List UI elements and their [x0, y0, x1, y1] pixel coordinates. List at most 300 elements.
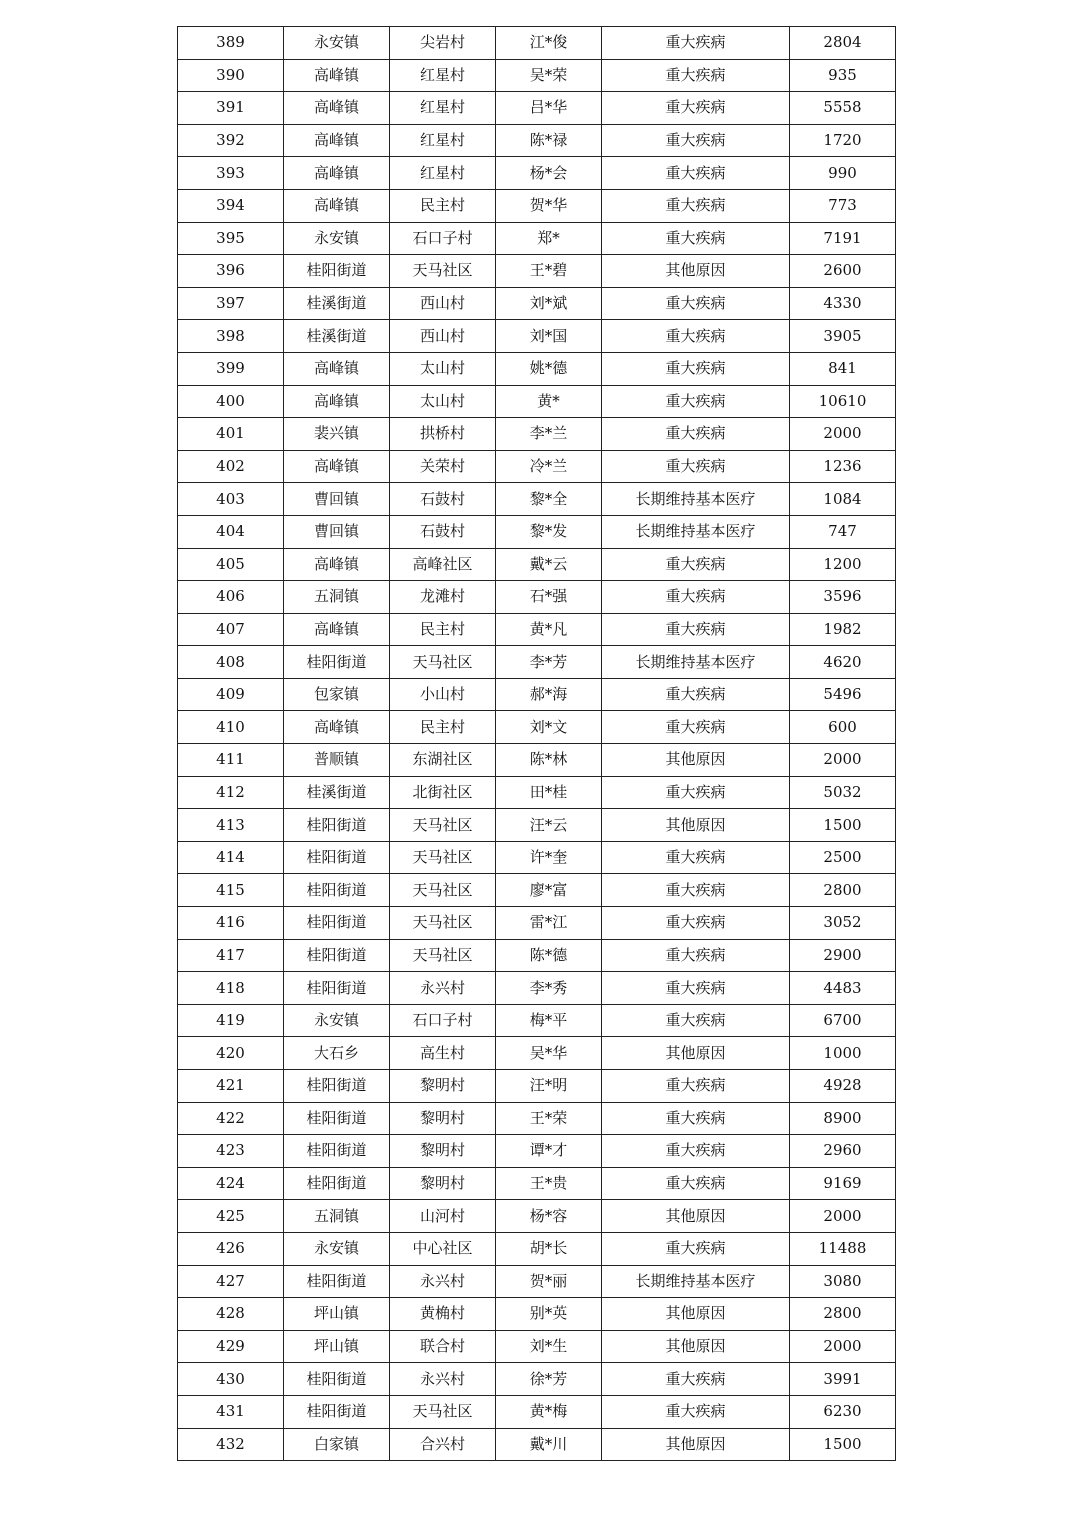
town-cell: 桂溪街道	[284, 287, 390, 320]
village-cell: 北街社区	[390, 776, 496, 809]
village-cell: 龙滩村	[390, 581, 496, 614]
row-number-cell: 405	[178, 548, 284, 581]
amount-cell: 1500	[790, 1428, 896, 1461]
town-cell: 高峰镇	[284, 189, 390, 222]
amount-cell: 2800	[790, 1298, 896, 1331]
village-cell: 关荣村	[390, 450, 496, 483]
table-row	[178, 613, 896, 646]
amount-cell: 2960	[790, 1135, 896, 1168]
amount-cell: 6700	[790, 1004, 896, 1037]
name-cell: 黎*全	[496, 483, 602, 516]
amount-cell: 935	[790, 59, 896, 92]
village-cell: 天马社区	[390, 646, 496, 679]
village-cell: 永兴村	[390, 972, 496, 1005]
town-cell: 高峰镇	[284, 352, 390, 385]
row-number-cell: 428	[178, 1298, 284, 1331]
row-number-cell: 412	[178, 776, 284, 809]
village-cell: 合兴村	[390, 1428, 496, 1461]
name-cell: 江*俊	[496, 27, 602, 60]
row-number-cell: 415	[178, 874, 284, 907]
table-row	[178, 809, 896, 842]
table-row	[178, 515, 896, 548]
row-number-cell: 393	[178, 157, 284, 190]
table-row	[178, 59, 896, 92]
reason-cell: 重大疾病	[602, 1395, 790, 1428]
name-cell: 汪*明	[496, 1070, 602, 1103]
reason-cell: 重大疾病	[602, 613, 790, 646]
name-cell: 黄*凡	[496, 613, 602, 646]
town-cell: 高峰镇	[284, 548, 390, 581]
reason-cell: 重大疾病	[602, 776, 790, 809]
amount-cell: 2000	[790, 1330, 896, 1363]
name-cell: 杨*会	[496, 157, 602, 190]
reason-cell: 重大疾病	[602, 939, 790, 972]
row-number-cell: 395	[178, 222, 284, 255]
name-cell: 郝*海	[496, 678, 602, 711]
town-cell: 桂阳街道	[284, 972, 390, 1005]
name-cell: 刘*国	[496, 320, 602, 353]
reason-cell: 其他原因	[602, 1298, 790, 1331]
reason-cell: 重大疾病	[602, 27, 790, 60]
town-cell: 五洞镇	[284, 581, 390, 614]
table-row	[178, 874, 896, 907]
row-number-cell: 419	[178, 1004, 284, 1037]
amount-cell: 1500	[790, 809, 896, 842]
name-cell: 雷*江	[496, 907, 602, 940]
town-cell: 高峰镇	[284, 711, 390, 744]
town-cell: 曹回镇	[284, 515, 390, 548]
village-cell: 小山村	[390, 678, 496, 711]
village-cell: 民主村	[390, 711, 496, 744]
row-number-cell: 391	[178, 92, 284, 125]
row-number-cell: 394	[178, 189, 284, 222]
town-cell: 桂阳街道	[284, 1395, 390, 1428]
name-cell: 贺*华	[496, 189, 602, 222]
table-row	[178, 124, 896, 157]
table-row	[178, 1200, 896, 1233]
village-cell: 民主村	[390, 613, 496, 646]
row-number-cell: 413	[178, 809, 284, 842]
name-cell: 戴*云	[496, 548, 602, 581]
town-cell: 桂阳街道	[284, 1363, 390, 1396]
reason-cell: 其他原因	[602, 1037, 790, 1070]
row-number-cell: 409	[178, 678, 284, 711]
table-row	[178, 255, 896, 288]
name-cell: 石*强	[496, 581, 602, 614]
name-cell: 刘*斌	[496, 287, 602, 320]
town-cell: 五洞镇	[284, 1200, 390, 1233]
row-number-cell: 429	[178, 1330, 284, 1363]
village-cell: 黎明村	[390, 1167, 496, 1200]
town-cell: 高峰镇	[284, 385, 390, 418]
village-cell: 天马社区	[390, 841, 496, 874]
row-number-cell: 396	[178, 255, 284, 288]
village-cell: 永兴村	[390, 1265, 496, 1298]
row-number-cell: 407	[178, 613, 284, 646]
village-cell: 石口子村	[390, 222, 496, 255]
amount-cell: 4620	[790, 646, 896, 679]
row-number-cell: 398	[178, 320, 284, 353]
town-cell: 桂阳街道	[284, 907, 390, 940]
table-body	[178, 27, 896, 1461]
row-number-cell: 420	[178, 1037, 284, 1070]
reason-cell: 重大疾病	[602, 1004, 790, 1037]
table-row	[178, 1232, 896, 1265]
village-cell: 石鼓村	[390, 515, 496, 548]
table-row	[178, 678, 896, 711]
row-number-cell: 425	[178, 1200, 284, 1233]
name-cell: 田*桂	[496, 776, 602, 809]
table-row	[178, 1135, 896, 1168]
table-row	[178, 450, 896, 483]
name-cell: 黄*梅	[496, 1395, 602, 1428]
table-row	[178, 646, 896, 679]
reason-cell: 其他原因	[602, 1330, 790, 1363]
row-number-cell: 402	[178, 450, 284, 483]
amount-cell: 2800	[790, 874, 896, 907]
table-row	[178, 907, 896, 940]
name-cell: 冷*兰	[496, 450, 602, 483]
town-cell: 普顺镇	[284, 744, 390, 777]
town-cell: 桂阳街道	[284, 809, 390, 842]
town-cell: 桂阳街道	[284, 874, 390, 907]
reason-cell: 重大疾病	[602, 287, 790, 320]
town-cell: 桂阳街道	[284, 841, 390, 874]
town-cell: 桂阳街道	[284, 1265, 390, 1298]
row-number-cell: 392	[178, 124, 284, 157]
name-cell: 李*兰	[496, 418, 602, 451]
village-cell: 尖岩村	[390, 27, 496, 60]
reason-cell: 重大疾病	[602, 581, 790, 614]
name-cell: 陈*德	[496, 939, 602, 972]
reason-cell: 其他原因	[602, 255, 790, 288]
amount-cell: 6230	[790, 1395, 896, 1428]
reason-cell: 重大疾病	[602, 548, 790, 581]
town-cell: 永安镇	[284, 27, 390, 60]
amount-cell: 3052	[790, 907, 896, 940]
row-number-cell: 431	[178, 1395, 284, 1428]
name-cell: 汪*云	[496, 809, 602, 842]
table-row	[178, 581, 896, 614]
table-row	[178, 189, 896, 222]
row-number-cell: 403	[178, 483, 284, 516]
table-row	[178, 222, 896, 255]
table-row	[178, 1167, 896, 1200]
name-cell: 廖*富	[496, 874, 602, 907]
amount-cell: 5496	[790, 678, 896, 711]
row-number-cell: 390	[178, 59, 284, 92]
table-row	[178, 744, 896, 777]
reason-cell: 重大疾病	[602, 907, 790, 940]
table-row	[178, 320, 896, 353]
name-cell: 陈*林	[496, 744, 602, 777]
name-cell: 刘*生	[496, 1330, 602, 1363]
town-cell: 桂阳街道	[284, 1135, 390, 1168]
village-cell: 永兴村	[390, 1363, 496, 1396]
reason-cell: 重大疾病	[602, 189, 790, 222]
village-cell: 西山村	[390, 320, 496, 353]
row-number-cell: 432	[178, 1428, 284, 1461]
name-cell: 王*贵	[496, 1167, 602, 1200]
reason-cell: 重大疾病	[602, 92, 790, 125]
village-cell: 高生村	[390, 1037, 496, 1070]
amount-cell: 4483	[790, 972, 896, 1005]
row-number-cell: 406	[178, 581, 284, 614]
table-row	[178, 1395, 896, 1428]
reason-cell: 重大疾病	[602, 320, 790, 353]
town-cell: 永安镇	[284, 222, 390, 255]
village-cell: 红星村	[390, 157, 496, 190]
amount-cell: 773	[790, 189, 896, 222]
town-cell: 曹回镇	[284, 483, 390, 516]
name-cell: 李*秀	[496, 972, 602, 1005]
row-number-cell: 416	[178, 907, 284, 940]
table-row	[178, 1265, 896, 1298]
amount-cell: 1000	[790, 1037, 896, 1070]
village-cell: 黎明村	[390, 1102, 496, 1135]
town-cell: 桂溪街道	[284, 320, 390, 353]
amount-cell: 3991	[790, 1363, 896, 1396]
amount-cell: 2000	[790, 418, 896, 451]
name-cell: 别*英	[496, 1298, 602, 1331]
reason-cell: 其他原因	[602, 1200, 790, 1233]
name-cell: 王*荣	[496, 1102, 602, 1135]
table-row	[178, 287, 896, 320]
village-cell: 天马社区	[390, 255, 496, 288]
village-cell: 高峰社区	[390, 548, 496, 581]
village-cell: 黎明村	[390, 1070, 496, 1103]
village-cell: 红星村	[390, 124, 496, 157]
name-cell: 郑*	[496, 222, 602, 255]
name-cell: 徐*芳	[496, 1363, 602, 1396]
amount-cell: 3596	[790, 581, 896, 614]
reason-cell: 长期维持基本医疗	[602, 515, 790, 548]
table-row	[178, 841, 896, 874]
reason-cell: 重大疾病	[602, 711, 790, 744]
amount-cell: 1982	[790, 613, 896, 646]
name-cell: 吴*荣	[496, 59, 602, 92]
amount-cell: 5558	[790, 92, 896, 125]
town-cell: 高峰镇	[284, 450, 390, 483]
name-cell: 胡*长	[496, 1232, 602, 1265]
row-number-cell: 397	[178, 287, 284, 320]
amount-cell: 841	[790, 352, 896, 385]
row-number-cell: 400	[178, 385, 284, 418]
reason-cell: 重大疾病	[602, 678, 790, 711]
name-cell: 谭*才	[496, 1135, 602, 1168]
amount-cell: 2900	[790, 939, 896, 972]
row-number-cell: 389	[178, 27, 284, 60]
name-cell: 姚*德	[496, 352, 602, 385]
amount-cell: 8900	[790, 1102, 896, 1135]
name-cell: 黎*发	[496, 515, 602, 548]
amount-cell: 10610	[790, 385, 896, 418]
village-cell: 石口子村	[390, 1004, 496, 1037]
town-cell: 桂阳街道	[284, 646, 390, 679]
town-cell: 高峰镇	[284, 613, 390, 646]
name-cell: 刘*文	[496, 711, 602, 744]
name-cell: 陈*禄	[496, 124, 602, 157]
town-cell: 包家镇	[284, 678, 390, 711]
table-row	[178, 1004, 896, 1037]
row-number-cell: 408	[178, 646, 284, 679]
name-cell: 王*碧	[496, 255, 602, 288]
table-row	[178, 27, 896, 60]
town-cell: 桂溪街道	[284, 776, 390, 809]
village-cell: 山河村	[390, 1200, 496, 1233]
table-row	[178, 1330, 896, 1363]
row-number-cell: 404	[178, 515, 284, 548]
reason-cell: 其他原因	[602, 1428, 790, 1461]
town-cell: 白家镇	[284, 1428, 390, 1461]
village-cell: 天马社区	[390, 1395, 496, 1428]
table-row	[178, 385, 896, 418]
amount-cell: 3080	[790, 1265, 896, 1298]
amount-cell: 747	[790, 515, 896, 548]
amount-cell: 1720	[790, 124, 896, 157]
name-cell: 戴*川	[496, 1428, 602, 1461]
town-cell: 永安镇	[284, 1232, 390, 1265]
table-row	[178, 1428, 896, 1461]
amount-cell: 9169	[790, 1167, 896, 1200]
table-row	[178, 548, 896, 581]
village-cell: 太山村	[390, 352, 496, 385]
village-cell: 天马社区	[390, 874, 496, 907]
table-row	[178, 776, 896, 809]
table-row	[178, 1070, 896, 1103]
amount-cell: 3905	[790, 320, 896, 353]
table-row	[178, 972, 896, 1005]
table-row	[178, 157, 896, 190]
town-cell: 裴兴镇	[284, 418, 390, 451]
town-cell: 大石乡	[284, 1037, 390, 1070]
amount-cell: 4330	[790, 287, 896, 320]
amount-cell: 2000	[790, 1200, 896, 1233]
amount-cell: 4928	[790, 1070, 896, 1103]
amount-cell: 7191	[790, 222, 896, 255]
name-cell: 许*奎	[496, 841, 602, 874]
row-number-cell: 424	[178, 1167, 284, 1200]
row-number-cell: 423	[178, 1135, 284, 1168]
reason-cell: 重大疾病	[602, 1135, 790, 1168]
row-number-cell: 426	[178, 1232, 284, 1265]
town-cell: 高峰镇	[284, 59, 390, 92]
name-cell: 杨*容	[496, 1200, 602, 1233]
reason-cell: 长期维持基本医疗	[602, 1265, 790, 1298]
reason-cell: 重大疾病	[602, 352, 790, 385]
reason-cell: 重大疾病	[602, 59, 790, 92]
amount-cell: 1200	[790, 548, 896, 581]
reason-cell: 重大疾病	[602, 1232, 790, 1265]
village-cell: 黎明村	[390, 1135, 496, 1168]
town-cell: 坪山镇	[284, 1330, 390, 1363]
reason-cell: 其他原因	[602, 744, 790, 777]
town-cell: 桂阳街道	[284, 1167, 390, 1200]
row-number-cell: 401	[178, 418, 284, 451]
village-cell: 天马社区	[390, 809, 496, 842]
reason-cell: 重大疾病	[602, 1102, 790, 1135]
town-cell: 桂阳街道	[284, 1102, 390, 1135]
reason-cell: 重大疾病	[602, 418, 790, 451]
amount-cell: 600	[790, 711, 896, 744]
name-cell: 吴*华	[496, 1037, 602, 1070]
town-cell: 永安镇	[284, 1004, 390, 1037]
table-row	[178, 711, 896, 744]
reason-cell: 重大疾病	[602, 1167, 790, 1200]
table-row	[178, 1363, 896, 1396]
reason-cell: 重大疾病	[602, 385, 790, 418]
reason-cell: 重大疾病	[602, 1070, 790, 1103]
reason-cell: 长期维持基本医疗	[602, 483, 790, 516]
row-number-cell: 427	[178, 1265, 284, 1298]
row-number-cell: 421	[178, 1070, 284, 1103]
village-cell: 东湖社区	[390, 744, 496, 777]
amount-cell: 2000	[790, 744, 896, 777]
village-cell: 拱桥村	[390, 418, 496, 451]
reason-cell: 重大疾病	[602, 450, 790, 483]
row-number-cell: 430	[178, 1363, 284, 1396]
row-number-cell: 411	[178, 744, 284, 777]
table-row	[178, 418, 896, 451]
village-cell: 西山村	[390, 287, 496, 320]
village-cell: 石鼓村	[390, 483, 496, 516]
name-cell: 黄*	[496, 385, 602, 418]
village-cell: 天马社区	[390, 939, 496, 972]
table-row	[178, 1102, 896, 1135]
table-row	[178, 939, 896, 972]
row-number-cell: 417	[178, 939, 284, 972]
village-cell: 民主村	[390, 189, 496, 222]
reason-cell: 长期维持基本医疗	[602, 646, 790, 679]
amount-cell: 2500	[790, 841, 896, 874]
name-cell: 李*芳	[496, 646, 602, 679]
amount-cell: 5032	[790, 776, 896, 809]
town-cell: 桂阳街道	[284, 1070, 390, 1103]
amount-cell: 2600	[790, 255, 896, 288]
amount-cell: 2804	[790, 27, 896, 60]
table-row	[178, 1298, 896, 1331]
row-number-cell: 399	[178, 352, 284, 385]
village-cell: 红星村	[390, 92, 496, 125]
amount-cell: 990	[790, 157, 896, 190]
reason-cell: 重大疾病	[602, 157, 790, 190]
reason-cell: 重大疾病	[602, 222, 790, 255]
village-cell: 联合村	[390, 1330, 496, 1363]
town-cell: 坪山镇	[284, 1298, 390, 1331]
row-number-cell: 414	[178, 841, 284, 874]
assistance-table	[177, 26, 896, 1461]
reason-cell: 其他原因	[602, 809, 790, 842]
town-cell: 高峰镇	[284, 157, 390, 190]
name-cell: 贺*丽	[496, 1265, 602, 1298]
name-cell: 吕*华	[496, 92, 602, 125]
reason-cell: 重大疾病	[602, 1363, 790, 1396]
row-number-cell: 410	[178, 711, 284, 744]
village-cell: 黄桷村	[390, 1298, 496, 1331]
reason-cell: 重大疾病	[602, 972, 790, 1005]
village-cell: 天马社区	[390, 907, 496, 940]
row-number-cell: 418	[178, 972, 284, 1005]
table-row	[178, 352, 896, 385]
table-row	[178, 483, 896, 516]
amount-cell: 1084	[790, 483, 896, 516]
reason-cell: 重大疾病	[602, 841, 790, 874]
village-cell: 中心社区	[390, 1232, 496, 1265]
reason-cell: 重大疾病	[602, 124, 790, 157]
amount-cell: 1236	[790, 450, 896, 483]
town-cell: 桂阳街道	[284, 939, 390, 972]
town-cell: 高峰镇	[284, 92, 390, 125]
